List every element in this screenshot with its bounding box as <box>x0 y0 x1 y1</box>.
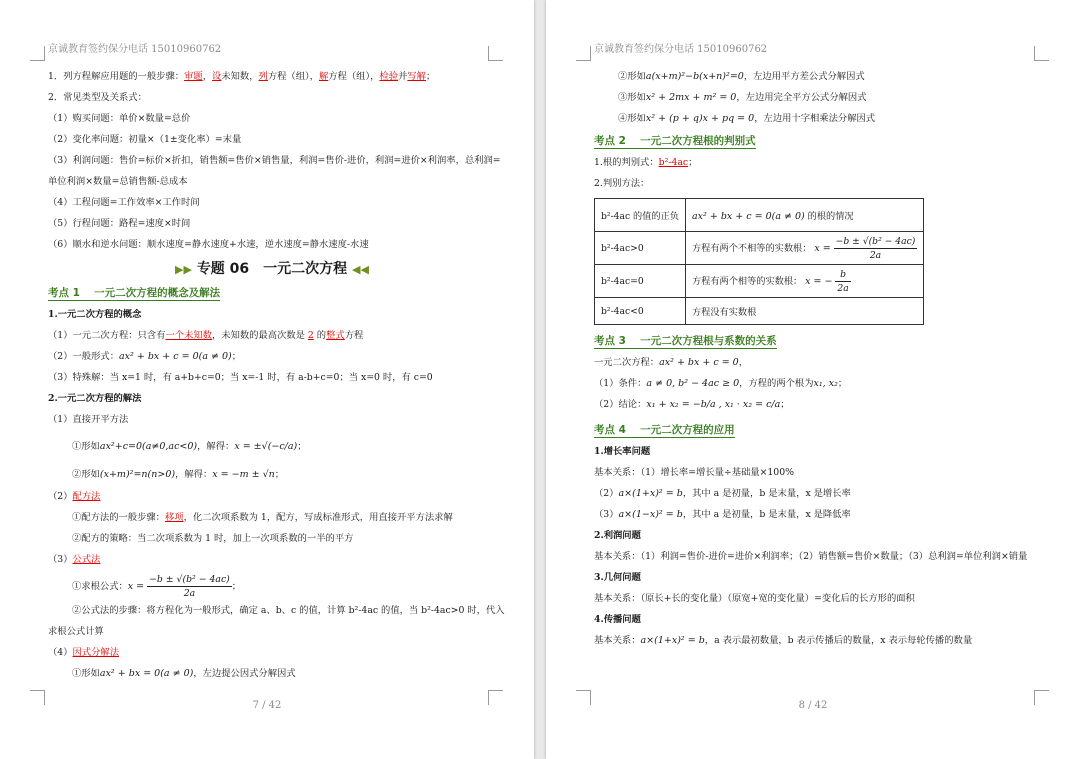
text-line: 1.根的判别式：b²-4ac； <box>594 157 698 168</box>
text-line: 基本关系：a×(1+x)² = b，a 表示最初数量，b 表示传播后的数量，x 表示每轮传播的数量 <box>594 635 973 646</box>
section-heading: 考点 4 一元二次方程的应用 <box>594 424 735 436</box>
text-line: （4）因式分解法 <box>48 647 120 658</box>
section-heading: 考点 2 一元二次方程根的判别式 <box>594 135 756 147</box>
text-line: ④形如x² + (p + q)x + pq = 0，左边用十字相乘法分解因式 <box>618 113 876 124</box>
subheading: 1.增长率问题 <box>594 446 651 457</box>
text-line: ②公式法的步骤：将方程化为一般形式，确定 a、b、c 的值，计算 b²-4ac 的值，当 b²-4ac>0 时，代入 <box>72 605 505 616</box>
subheading: 3.几何问题 <box>594 572 641 583</box>
table-row <box>595 199 924 232</box>
table-header-cell: b²-4ac 的值的正负 <box>595 199 686 232</box>
text-line: （2）配方法 <box>48 491 101 502</box>
formula-line: ①求根公式：x = $\frac{\text{−b ± √(b² − 4ac)}}{2a}$ ； <box>72 574 242 599</box>
text-line: 求根公式计算 <box>48 626 104 637</box>
table-row <box>595 232 924 265</box>
text-line: 2．常见类型及关系式： <box>48 92 147 103</box>
text-line: 基本关系：（原长+长的变化量）（原宽+宽的变化量）=变化后的长方形的面积 <box>594 593 915 604</box>
table-cell: 方程有两个相等的实数根： x = − $\frac{b}{2a}$ <box>686 265 924 298</box>
text-line: ②形如(x+m)²=n(n>0)，解得：x = −m ± √n； <box>72 469 285 480</box>
text-line: ①配方法的一般步骤：移项，化二次项系数为 1，配方，写成标准形式，用直接开平方法求解 <box>72 512 453 523</box>
text-line: （1）条件：a ≠ 0, b² − 4ac ≥ 0，方程的两个根为x₁, x₂； <box>594 378 848 389</box>
table-cell: 方程没有实数根 <box>686 298 924 325</box>
text-line: （3）特殊解：当 x=1 时，有 a+b+c=0；当 x=-1 时，有 a-b+c=0；当 x=0 时，有 c=0 <box>48 372 433 383</box>
quadratic-formula-fraction: $\frac{\text{−b ± √(b² − 4ac)}}{2a}$ <box>149 574 230 599</box>
text-line: 基本关系：（1）利润=售价-进价=进价×利润率；（2）销售额=售价×数量；（3）总利润=单位利润×销量 <box>594 551 1028 562</box>
subheading: 1.一元二次方程的概念 <box>48 309 142 320</box>
text-line: （6）顺水和逆水问题：顺水速度=静水速度+水速，逆水速度=静水速度-水速 <box>48 239 369 250</box>
table-header-cell: ax² + bx + c = 0(a ≠ 0) 的根的情况 <box>686 199 924 232</box>
discriminant-table <box>594 198 924 325</box>
text-line: （1）直接开平方法 <box>48 414 129 425</box>
subheading: 4.传播问题 <box>594 614 641 625</box>
steps-line: 1．列方程解应用题的一般步骤：审题，设未知数，列方程（组），解方程（组），检验并写解； <box>48 71 436 82</box>
text-line: （2）变化率问题：初量×（1±变化率）=末量 <box>48 134 242 145</box>
table-row <box>595 298 924 325</box>
table-cell: b²-4ac<0 <box>595 298 686 325</box>
text-line: ①形如ax²+c=0(a≠0,ac<0)，解得：x = ±√(−c/a)； <box>72 441 307 452</box>
crop-mark <box>488 46 503 61</box>
page-number: 8 / 42 <box>798 700 828 711</box>
text-line: 单位利润×数量=总销售额-总成本 <box>48 176 188 187</box>
arrow-right-icon: ▶▶ <box>175 263 192 276</box>
text-line: 一元二次方程：ax² + bx + c = 0， <box>594 357 749 368</box>
arrow-left-icon: ◀◀ <box>352 263 369 276</box>
section-heading: 考点 1 一元二次方程的概念及解法 <box>48 287 221 299</box>
crop-mark <box>30 46 45 61</box>
text-line: （2）a×(1+x)² = b，其中 a 是初量，b 是末量，x 是增长率 <box>594 488 851 499</box>
crop-mark <box>1034 46 1049 61</box>
text-line: 2.判别方法： <box>594 178 650 189</box>
text-line: ②配方的策略：当二次项系数为 1 时，加上一次项系数的一半的平方 <box>72 533 354 544</box>
subheading: 2.利润问题 <box>594 530 641 541</box>
text-line: 基本关系：（1）增长率=增长量÷基础量×100% <box>594 467 794 478</box>
text-line: （2）结论：x₁ + x₂ = −b/a , x₁ · x₂ = c/a； <box>594 399 790 410</box>
text-line: （3）公式法 <box>48 554 101 565</box>
text-line: （5）行程问题：路程=速度×时间 <box>48 218 191 229</box>
text-line: （1）购买问题：单价×数量=总价 <box>48 113 191 124</box>
table-row <box>595 265 924 298</box>
text-line: （3）a×(1−x)² = b，其中 a 是初量，b 是末量，x 是降低率 <box>594 509 851 520</box>
subheading: 2.一元二次方程的解法 <box>48 393 142 404</box>
table-cell: b²-4ac>0 <box>595 232 686 265</box>
text-line: ③形如x² + 2mx + m² = 0，左边用完全平方公式分解因式 <box>618 92 867 103</box>
text-line: （4）工程问题=工作效率×工作时间 <box>48 197 200 208</box>
text-line: ①形如ax² + bx = 0(a ≠ 0)，左边提公因式分解因式 <box>72 668 296 679</box>
table-cell: b²-4ac=0 <box>595 265 686 298</box>
section-heading: 考点 3 一元二次方程根与系数的关系 <box>594 335 777 347</box>
page-number: 7 / 42 <box>252 700 282 711</box>
page-header: 京诚教育签约保分电话 15010960762 <box>48 44 222 55</box>
page-header: 京诚教育签约保分电话 15010960762 <box>594 44 768 55</box>
chapter-title: ▶▶ 专题 06 一元二次方程 ◀◀ <box>175 261 369 277</box>
crop-mark <box>576 46 591 61</box>
page-left <box>0 0 534 759</box>
text-line: （1）一元二次方程：只含有一个未知数，未知数的最高次数是 2 的整式方程 <box>48 330 364 341</box>
text-line: （3）利润问题：售价=标价×折扣，销售额=售价×销售量，利润=售价-进价，利润=进价×利润率，总利润= <box>48 155 501 166</box>
table-cell: 方程有两个不相等的实数根： x = $\frac{\text{−b ± √(b² − 4ac)}}{2a}$ <box>686 232 924 265</box>
page-right <box>546 0 1080 759</box>
text-line: （2）一般形式：ax² + bx + c = 0(a ≠ 0)； <box>48 351 242 362</box>
text-line: ②形如a(x+m)²−b(x+n)²=0，左边用平方差公式分解因式 <box>618 71 865 82</box>
